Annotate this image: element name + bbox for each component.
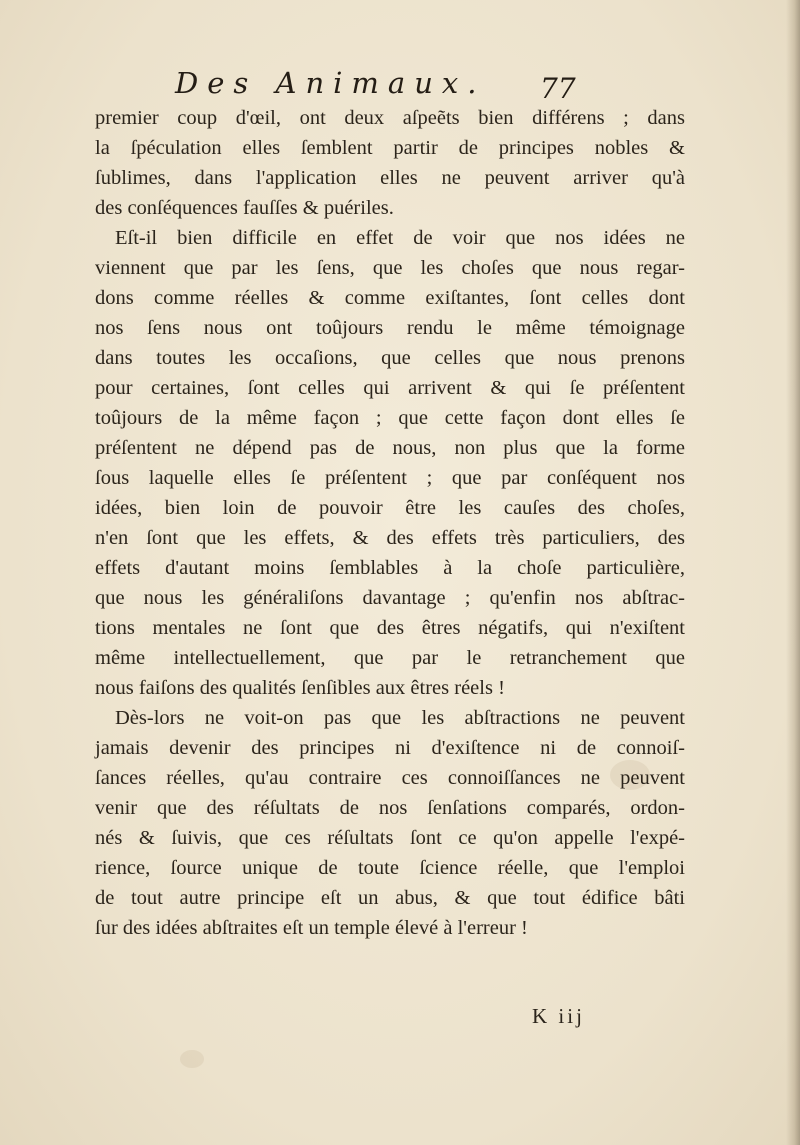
text-line: nos ſens nous ont toûjours rendu le même témoignage bbox=[95, 317, 685, 339]
text-line: Dès-lors ne voit-on pas que les abſtractions ne peuvent bbox=[115, 707, 685, 729]
running-title: Des Animaux. bbox=[175, 66, 486, 100]
text-line: la ſpéculation elles ſemblent partir de principes nobles & bbox=[95, 137, 685, 159]
text-line: n'en ſont que les effets, & des effets très particuliers, des bbox=[95, 527, 685, 549]
text-line: Eſt-il bien difficile en effet de voir que nos idées ne bbox=[115, 227, 685, 249]
text-line: pour certaines, ſont celles qui arrivent & qui ſe préſentent bbox=[95, 377, 685, 399]
text-line: effets d'autant moins ſemblables à la choſe particulière, bbox=[95, 557, 685, 579]
text-line: ſublimes, dans l'application elles ne peuvent arriver qu'à bbox=[95, 167, 685, 189]
text-line: nés & ſuivis, que ces réſultats ſont ce qu'on appelle l'expé- bbox=[95, 827, 685, 849]
text-line: dons comme réelles & comme exiſtantes, ſont celles dont bbox=[95, 287, 685, 309]
page-edge-shadow bbox=[786, 0, 800, 1145]
text-line: des conſéquences fauſſes & puériles. bbox=[95, 197, 394, 219]
text-line: venir que des réſultats de nos ſenſations comparés, ordon- bbox=[95, 797, 685, 819]
text-line: tions mentales ne ſont que des êtres négatifs, qui n'exiſtent bbox=[95, 617, 685, 639]
text-line: ſur des idées abſtraites eſt un temple élevé à l'erreur ! bbox=[95, 917, 528, 939]
page-header bbox=[175, 66, 575, 106]
text-line: préſentent ne dépend pas de nous, non plus que la forme bbox=[95, 437, 685, 459]
text-line: jamais devenir des principes ni d'exiſtence ni de connoiſ- bbox=[95, 737, 685, 759]
text-line: que nous les généraliſons davantage ; qu'enfin nos abſtrac- bbox=[95, 587, 685, 609]
text-line: même intellectuellement, que par le retranchement que bbox=[95, 647, 685, 669]
text-line: ſous laquelle elles ſe préſentent ; que par conſéquent nos bbox=[95, 467, 685, 489]
text-line: de tout autre principe eſt un abus, & que tout édifice bâti bbox=[95, 887, 685, 909]
page-number: 77 bbox=[540, 72, 576, 105]
text-line: rience, ſource unique de toute ſcience réelle, que l'emploi bbox=[95, 857, 685, 879]
text-line: viennent que par les ſens, que les choſes que nous regar- bbox=[95, 257, 685, 279]
text-line: dans toutes les occaſions, que celles que nous prenons bbox=[95, 347, 685, 369]
text-line: premier coup d'œil, ont deux aſpeẽts bien différens ; dans bbox=[95, 107, 685, 129]
signature-mark: K iij bbox=[532, 1004, 585, 1028]
text-line: toûjours de la même façon ; que cette façon dont elles ſe bbox=[95, 407, 685, 429]
text-line: nous faiſons des qualités ſenſibles aux êtres réels ! bbox=[95, 677, 505, 699]
text-line: idées, bien loin de pouvoir être les cauſes des choſes, bbox=[95, 497, 685, 519]
text-line: ſances réelles, qu'au contraire ces connoiſſances ne peuvent bbox=[95, 767, 685, 789]
body-text bbox=[95, 103, 685, 1063]
